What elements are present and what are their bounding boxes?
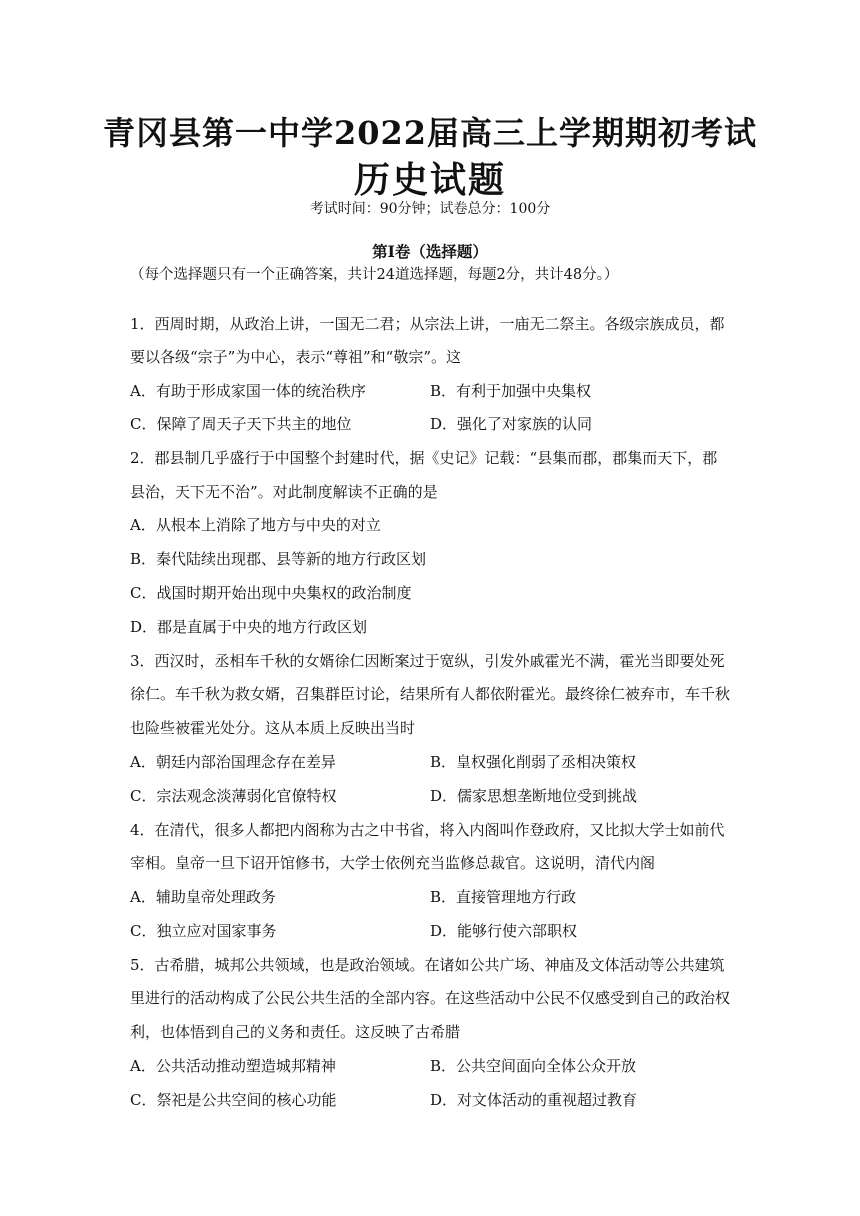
question-2-option-d: D．郡是直属于中央的地方行政区划 — [130, 618, 368, 636]
question-4-option-c: C．独立应对国家事务 — [130, 922, 277, 940]
question-5-stem-line-2: 里进行的活动构成了公民公共生活的全部内容。在这些活动中公民不仅感受到自己的政治权 — [130, 989, 731, 1007]
question-4-stem-line-1: 4．在清代，很多人都把内阁称为古之中书省，将入内阁叫作登政府，又比拟大学士如前代 — [130, 821, 725, 839]
exam-info: 考试时间：90分钟；试卷总分：100分 — [309, 201, 551, 217]
question-4-option-d: D．能够行使六部职权 — [430, 922, 578, 940]
question-5-stem-line-1: 5．古希腊，城邦公共领域，也是政治领域。在诸如公共广场、神庙及文体活动等公共建筑 — [130, 956, 725, 974]
question-1-option-c: C．保障了周天子天下共主的地位 — [130, 415, 352, 433]
question-2-option-a: A．从根本上消除了地方与中央的对立 — [130, 516, 381, 534]
question-4-option-b: B．直接管理地方行政 — [430, 888, 577, 906]
question-2-option-b: B．秦代陆续出现郡、县等新的地方行政区划 — [130, 550, 427, 568]
question-3-stem-line-2: 徐仁。车千秋为救女婿，召集群臣讨论，结果所有人都依附霍光。最终徐仁被弃市，车千秋 — [130, 685, 731, 703]
question-3-option-c: C．宗法观念淡薄弱化官僚特权 — [130, 787, 337, 805]
question-1-stem-line-1: 1．西周时期，从政治上讲，一国无二君；从宗法上讲，一庙无二祭主。各级宗族成员，都 — [130, 315, 725, 333]
question-5-stem-line-3: 利，也体悟到自己的义务和责任。这反映了古希腊 — [130, 1023, 461, 1041]
question-3-option-b: B．皇权强化削弱了丞相决策权 — [430, 753, 637, 771]
question-2-stem-line-1: 2．郡县制几乎盛行于中国整个封建时代，据《史记》记载：“县集而郡，郡集而天下，郡 — [130, 449, 718, 467]
question-5-option-c: C．祭祀是公共空间的核心功能 — [130, 1091, 337, 1109]
question-4-stem-line-2: 宰相。皇帝一旦下诏开馆修书，大学士依例充当监修总裁官。这说明，清代内阁 — [130, 854, 656, 872]
question-5-option-b: B．公共空间面向全体公众开放 — [430, 1057, 637, 1075]
section-instructions: （每个选择题只有一个正确答案，共计24道选择题，每题2分，共计48分。） — [130, 267, 619, 283]
question-5-option-a: A．公共活动推动塑造城邦精神 — [130, 1057, 336, 1075]
section-title: 第Ⅰ卷（选择题） — [372, 242, 488, 261]
question-1-option-b: B．有利于加强中央集权 — [430, 382, 592, 400]
exam-title-subject: 历史试题 — [353, 159, 506, 201]
question-1-stem-line-2: 要以各级“宗子”为中心，表示“尊祖”和“敬宗”。这 — [130, 348, 462, 366]
question-2-stem-line-2: 县治，天下无不治”。对此制度解读不正确的是 — [130, 483, 438, 501]
exam-title-school: 青冈县第一中学2022届高三上学期期初考试 — [102, 114, 758, 152]
question-1-option-a: A．有助于形成家国一体的统治秩序 — [130, 382, 366, 400]
question-3-stem-line-3: 也险些被霍光处分。这从本质上反映出当时 — [130, 719, 416, 737]
question-1-option-d: D．强化了对家族的认同 — [430, 415, 593, 433]
question-2-option-c: C．战国时期开始出现中央集权的政治制度 — [130, 584, 412, 602]
question-5-option-d: D．对文体活动的重视超过教育 — [430, 1091, 638, 1109]
question-3-option-d: D．儒家思想垄断地位受到挑战 — [430, 787, 638, 805]
question-3-option-a: A．朝廷内部治国理念存在差异 — [130, 753, 336, 771]
question-3-stem-line-1: 3．西汉时，丞相车千秋的女婿徐仁因断案过于宽纵，引发外戚霍光不满，霍光当即要处死 — [130, 652, 725, 670]
question-4-option-a: A．辅助皇帝处理政务 — [130, 888, 276, 906]
